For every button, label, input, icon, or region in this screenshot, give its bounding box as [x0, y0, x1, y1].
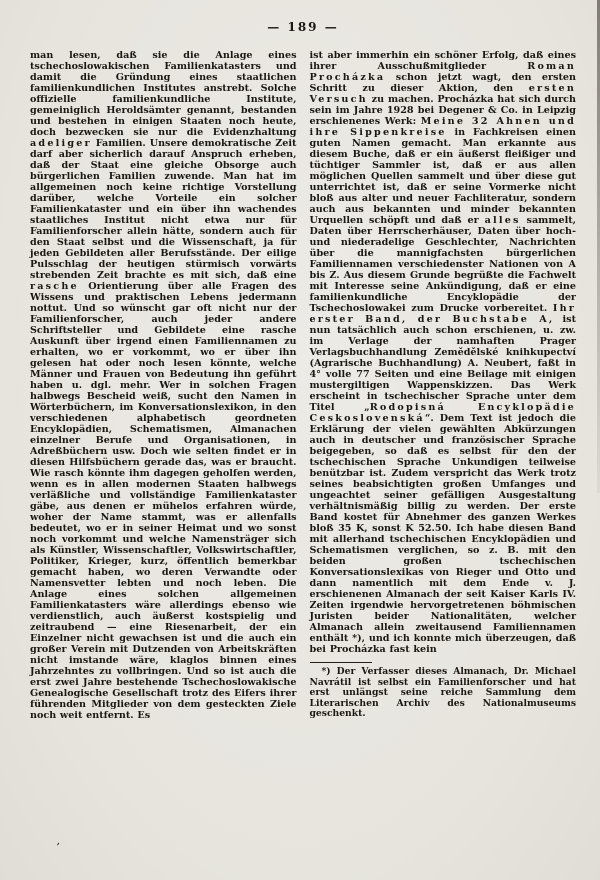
emphasized-text-run: Ihr erster Band, der Buchstabe A,	[309, 303, 576, 325]
text-run: sammelt, Daten über Herrscherhäuser, Daten über hoch- und niederadelige Geschlechter, Nachrichten über die mannigfachsten bürgerlichen Familiennamen verschiedenster Nationen von A bis Z. Aus diesem Grunde begrüßte die Fachwelt mit Interesse seine Ankündigung, daß er eine familienkundliche Encyklopädie der Tschechoslowakei zum Drucke vorbereitet.	[309, 215, 576, 314]
emphasized-text-run: Meine 32 Ahnen und ihre Sippenkreise	[309, 116, 576, 138]
text-run: Orientierung über alle Fragen des Wissens und praktischen Lebens jedermann nottut. Und so wünscht gar oft nicht nur der Familienforscher, auch jeder andere Schriftsteller und Gebildete eine rasche Auskunft über irgend einen Familiennamen zu erhalten, wo er vorkommt, wo er über ihn gelesen hat oder noch lesen könnte, welche Männer und Frauen von Bedeutung ihn geführt haben u. dgl. mehr. Wer in solchen Fragen halbwegs Bescheid weiß, sucht den Namen in Wörterbüchern, im Konversationslexikon, in den verschiedenen alphabetisch geordneten Encyklopädien, Schematismen, Almanachen einzelner Berufe und Organisationen, in Adreßbüchern usw. Doch wie selten findet er in diesen Hilfsbüchern gerade das, was er braucht. Wie rasch könnte ihm dagegen geholfen werden, wenn es in allen modernen Staaten halbwegs verläßliche und vollständige Familienkataster gäbe, aus denen er mühelos erfahren würde, woher der Name stammt, was er allenfalls bedeutet, wo er in seiner Heimat und wo sonst noch vorkommt und welche Namensträger sich als Künstler, Wissenschaftler, Volkswirtschaftler, Politiker, Krieger, kurz, öffentlich bemerkbar gemacht haben, wo deren Verwandte oder Namensvetter lebten und noch leben. Die Anlage eines solchen allgemeinen Familienkatasters wäre allerdings ebenso wie verdienstlich, auch äußerst kostspielig und zeitraubend — eine Riesenarbeit, der ein Einzelner nicht gewachsen ist und die auch ein großer Verein mit Dutzenden von Arbeitskräften nicht imstande wäre, klaglos binnen eines Jahrzehntes zu vollbringen. Und so ist auch die erst zwei Jahre bestehende Tschechoslowakische Genealogische Gesellschaft trotz des Eifers ihrer führenden Mitglieder von dem gesteckten Ziele noch weit entfernt. Es	[30, 281, 297, 721]
footnote	[310, 667, 577, 720]
text-run: ist aber immerhin ein schöner Erfolg, daß eines ihrer Ausschußmitglieder	[309, 50, 576, 72]
text-run: *) Der Verfasser dieses Almanach, Dr. Michael Navrátil ist selbst ein Familienforscher und hat erst unlängst seine reiche Sammlung dem Literarischen Archiv des Nationalmuseums geschenkt.	[309, 666, 576, 720]
text-run: Familien. Unsere demokratische Zeit darf aber sicherlich darauf Anspruch erheben, daß der Staat eine gleiche Obsorge auch bürgerlichen Familien zuwende. Man hat im allgemeinen noch keine richtige Vorstellung darüber, welche Vorteile ein solcher Familienkataster und ein über ihn wachendes staatliches Institut nicht etwa nur für Familienforscher allein hätte, sondern auch für den Staat selbst und die Wissenschaft, ja für jeden Gebildeten aller Berufsstände. Der eilige Pulsschlag der heutigen stürmisch vorwärts strebenden Zeit brachte es mit sich, daß eine	[30, 138, 297, 281]
text-run: schon jetzt wagt, den ersten Schritt zu dieser Aktion, den	[309, 72, 576, 94]
emphasized-text-run: ersten Versuch	[309, 83, 576, 105]
scan-stray-mark: ’	[55, 841, 61, 854]
text-column-right-body	[310, 50, 577, 655]
text-run: in Fachkreisen einen guten Namen gemacht. Man erkannte aus diesem Buche, daß er ein äußerst fleißiger und tüchtiger Sammler ist, daß er aus allen möglichen Quellen sammelt und über diese gut unterrichtet ist, daß er seine Vormerke nicht bloß aus alter und neuer Fachliteratur, sondern auch aus bekannten und minder bekannten Urquellen schöpft und daß er	[309, 127, 576, 226]
emphasized-text-run: Rodopisná Encyklopädie Ceskoslovenská	[309, 402, 576, 424]
text-run: ist nun tatsächlich auch schon erschienen, u. zw. im Verlage der namhaften Prager Verlagsbuchhandlung Zemědělské knihkupectví (Agrarische Buchhandlung) A. Neubert, faßt in 4° volle 77 Seiten und eine Beilage mit einigen mustergiltigen Wappenskizzen. Das Werk erscheint in tschechischer Sprache unter dem Titel „	[309, 314, 577, 413]
emphasized-text-run: adeliger	[30, 138, 92, 149]
text-column-right	[310, 50, 577, 720]
emphasized-text-run: Roman Procházka	[309, 61, 576, 83]
two-column-text-block	[30, 50, 576, 721]
text-run: “. Dem Text ist jedoch die Erklärung der vielen gewählten Abkürzungen auch in deutscher und französischer Sprache beigegeben, so daß es selbst für den der tschechischen Sprache Unkundigen teilweise benützbar ist. Zudem verspricht das Werk trotz seines beabsichtigten großen Umfanges und ungeachtet seiner gefälligen Ausgestaltung verhältnismäßig billig zu werden. Der erste Band kostet für Abnehmer des ganzen Werkes bloß 35 K, sonst K 52.50. Ich habe diesen Band mit allerhand tschechischen Encyklopädien und Schematismen verglichen, so z. B. mit den beiden großen tschechischen Konversationslexikas von Rieger und Otto und dann namentlich mit dem Ende v. J. erschienenen Almanach der seit Kaiser Karls IV. Zeiten irgendwie hervorgetretenen böhmischen Juristen beider Nationalitäten, welcher Almanach allein zweitausend Familiennamen enthält *), und ich konnte mich überzeugen, daß bei Procházka fast kein	[309, 413, 576, 655]
text-run: man lesen, daß sie die Anlage eines tschechoslowakischen Familienkatasters und damit die Gründung eines staatlichen familienkundlichen Institutes anstrebt. Solche offizielle familienkundliche Institute, gemeiniglich Heroldsämter genannt, bestanden und bestehen in einigen Staaten noch heute, doch bezwecken sie nur die Evidenzhaltung	[30, 50, 297, 138]
emphasized-text-run: alles	[484, 215, 521, 226]
text-column-left	[30, 50, 297, 721]
page-number: — 189 —	[267, 20, 339, 34]
text-run: zu machen. Procházka hat sich durch sein im Jahre 1928 bei Degener & Co. in Leipzig erschienenes Werk:	[309, 94, 576, 127]
emphasized-text-run: rasche	[30, 281, 79, 292]
footnote-separator	[310, 662, 372, 663]
